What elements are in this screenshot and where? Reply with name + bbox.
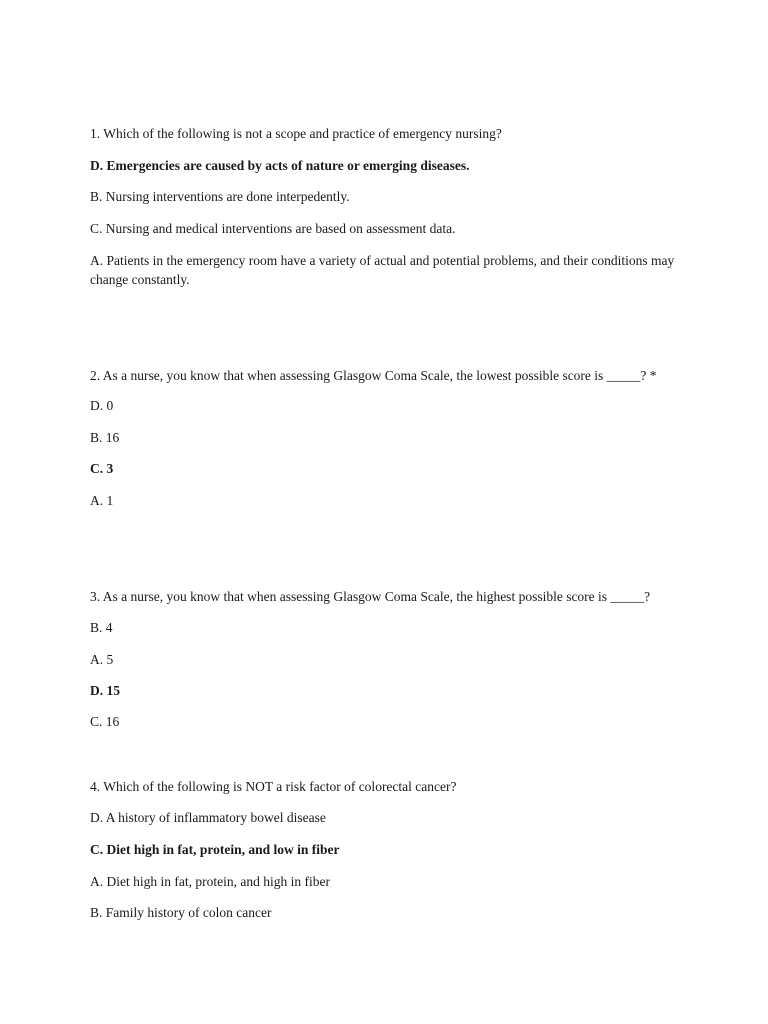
question-3-option-2: A. 5: [90, 652, 114, 667]
question-3-option-1: B. 4: [90, 620, 113, 635]
question-3-option-3-correct: D. 15: [90, 683, 120, 698]
question-4-text: 4. Which of the following is NOT a risk factor of colorectal cancer?: [90, 779, 457, 794]
question-4-option-3: A. Diet high in fat, protein, and high in fiber: [90, 874, 330, 889]
question-2-option-4: A. 1: [90, 493, 114, 508]
question-3-text: 3. As a nurse, you know that when assessing Glasgow Coma Scale, the highest possible score is _____?: [90, 589, 651, 604]
question-4-option-4: B. Family history of colon cancer: [90, 905, 272, 920]
question-2-option-2: B. 16: [90, 430, 120, 445]
question-2-option-3-correct: C. 3: [90, 461, 114, 476]
question-1-option-4: A. Patients in the emergency room have a variety of actual and potential problems, and their conditions may change constantly.: [90, 253, 675, 287]
question-2-option-1: D. 0: [90, 398, 114, 413]
question-1-option-1-correct: D. Emergencies are caused by acts of nature or emerging diseases.: [90, 158, 470, 173]
question-4-option-2-correct: C. Diet high in fat, protein, and low in fiber: [90, 842, 340, 857]
question-1-option-3: C. Nursing and medical interventions are based on assessment data.: [90, 221, 456, 236]
question-2-text: 2. As a nurse, you know that when assessing Glasgow Coma Scale, the lowest possible score is _____? *: [90, 368, 657, 383]
question-4-option-1: D. A history of inflammatory bowel disease: [90, 810, 326, 825]
question-3-option-4: C. 16: [90, 714, 120, 729]
question-1-text: 1. Which of the following is not a scope and practice of emergency nursing?: [90, 126, 502, 141]
question-1-option-2: B. Nursing interventions are done interpedently.: [90, 189, 350, 204]
